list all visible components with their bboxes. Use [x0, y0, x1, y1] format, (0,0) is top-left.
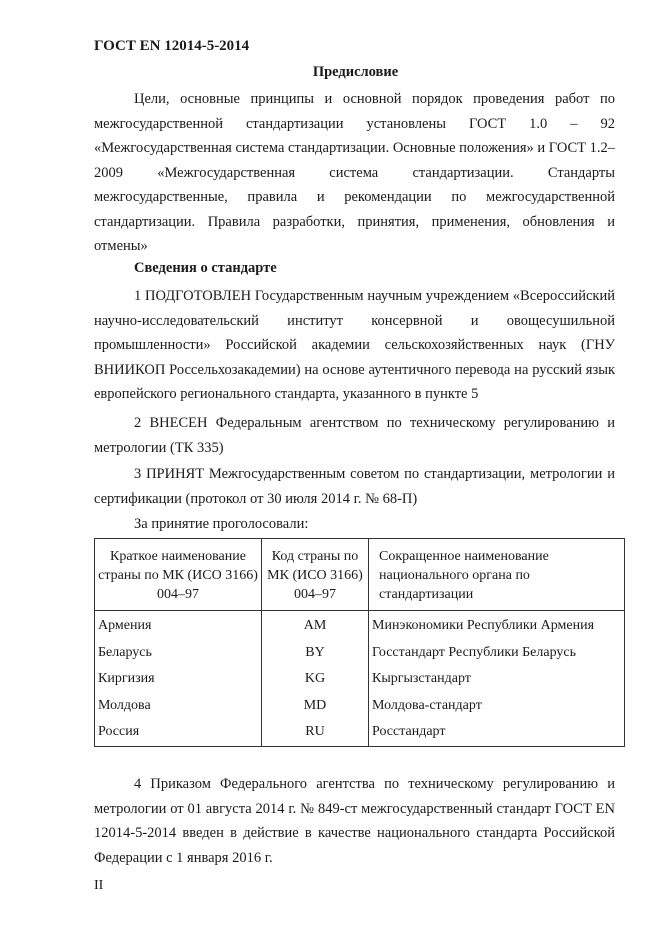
- voting-table: [94, 538, 625, 747]
- country-code: RU: [262, 719, 369, 746]
- table-row: [95, 693, 625, 720]
- country-name: Киргизия: [98, 671, 155, 687]
- table-row: [95, 719, 625, 746]
- info-item-2-text: 2 ВНЕСЕН Федеральным агентством по техническому регулированию и метрологии (ТК 335): [94, 415, 615, 456]
- info-item-1: [94, 284, 615, 407]
- header-country-code: Код страны по МК (ИСО 3166) 004–97: [262, 539, 369, 611]
- country-name: Беларусь: [98, 644, 152, 660]
- foreword-paragraph: [94, 87, 615, 259]
- table-row: [95, 611, 625, 640]
- national-body: Госстандарт Республики Беларусь: [372, 644, 577, 660]
- header-national-body: Сокращенное наименование национального органа по стандартизации: [369, 539, 625, 611]
- table-header-row: [95, 539, 625, 611]
- national-body: Молдова-стандарт: [372, 697, 482, 713]
- table-row: [95, 666, 625, 693]
- info-item-4-text: 4 Приказом Федерального агентства по техническому регулированию и метрологии от 01 августа 2014 г. № 849-ст межгосударственный стандарт ГОСТ EN 12014-5-2014 введен в действие в качестве национального стандарта Российской Федерации с 1 января 2016 г.: [94, 776, 615, 866]
- country-name: Россия: [98, 724, 140, 740]
- national-body: Росстандарт: [372, 724, 446, 740]
- foreword-title: Предисловие: [312, 64, 399, 80]
- country-code: AM: [262, 611, 369, 640]
- country-code: MD: [262, 693, 369, 720]
- info-item-3: [94, 462, 615, 511]
- info-item-1-text: 1 ПОДГОТОВЛЕН Государственным научным учреждением «Всероссийский научно-исследовательский институт консервной и овощесушильной промышленности» Российской академии сельскохозяйственных наук (ГНУ ВНИИКОП Россельхозакадемии) на основе аутентичного перевода на русский язык европейского регионального стандарта, указанного в пункте 5: [94, 288, 615, 402]
- info-item-4: [94, 772, 615, 870]
- info-title: Сведения о стандарте: [134, 260, 277, 276]
- country-code: KG: [262, 666, 369, 693]
- foreword-text: Цели, основные принципы и основной порядок проведения работ по межгосударственной стандартизации установлены ГОСТ 1.0 – 92 «Межгосударственная система стандартизации. Основные положения» и ГОСТ 1.2–2009 «Межгосударственная система стандартизации. Стандарты межгосударственные, правила и рекомендации по межгосударственной стандартизации. Правила разработки, принятия, применения, обновления и отмены»: [94, 91, 615, 254]
- voted-label: За принятие проголосовали:: [134, 516, 309, 532]
- header-country-name: Краткое наименование страны по МК (ИСО 3166) 004–97: [95, 539, 262, 611]
- info-item-2: [94, 411, 615, 460]
- national-body: Минэкономики Республики Армения: [372, 618, 595, 634]
- national-body: Кыргызстандарт: [372, 671, 471, 687]
- country-code: BY: [262, 640, 369, 667]
- country-name: Армения: [98, 618, 152, 634]
- country-name: Молдова: [98, 697, 151, 713]
- info-item-3-text: 3 ПРИНЯТ Межгосударственным советом по стандартизации, метрологии и сертификации (протокол от 30 июля 2014 г. № 68-П): [94, 466, 615, 507]
- page-number: II: [94, 878, 104, 893]
- table-row: [95, 640, 625, 667]
- document-code: ГОСТ EN 12014-5-2014: [94, 38, 250, 54]
